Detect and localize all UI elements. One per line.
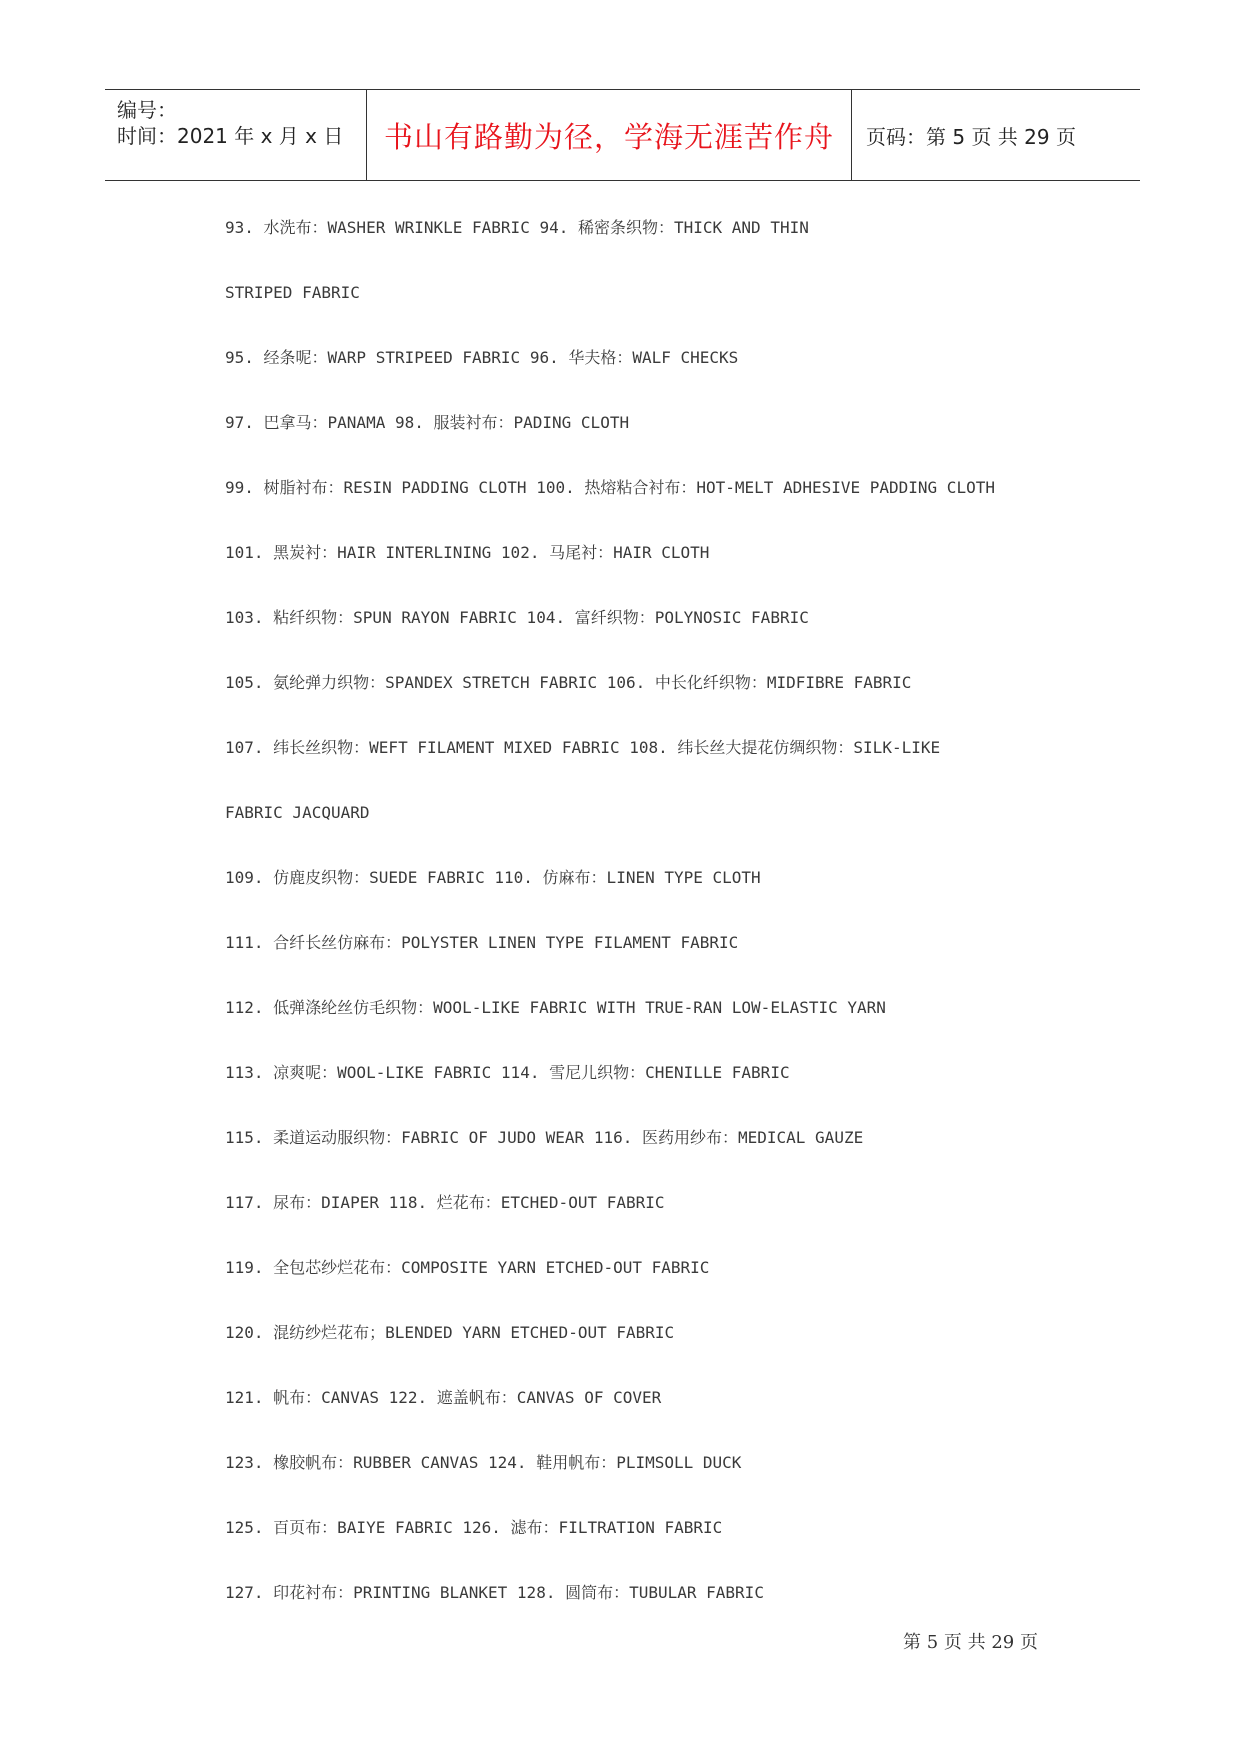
glossary-line: 120. 混纺纱烂花布；BLENDED YARN ETCHED-OUT FABRIC (225, 1323, 675, 1342)
glossary-line: 113. 凉爽呢：WOOL-LIKE FABRIC 114. 雪尼儿织物：CHENILLE FABRIC (225, 1063, 790, 1082)
page-header (105, 89, 1140, 181)
glossary-line: 97. 巴拿马：PANAMA 98. 服装衬布：PADING CLOTH (225, 413, 630, 432)
glossary-line: 117. 尿布：DIAPER 118. 烂花布：ETCHED-OUT FABRIC (225, 1193, 665, 1212)
glossary-line: 107. 纬长丝织物：WEFT FILAMENT MIXED FABRIC 108. 纬长丝大提花仿绸织物：SILK-LIKE (225, 738, 941, 757)
glossary-line: 103. 粘纤织物：SPUN RAYON FABRIC 104. 富纤织物：POLYNOSIC FABRIC (225, 608, 809, 627)
glossary-line: 101. 黑炭衬：HAIR INTERLINING 102. 马尾衬：HAIR CLOTH (225, 543, 710, 562)
header-motto-cell (367, 90, 852, 180)
document-date: 时间：2021 年 x 月 x 日 (117, 124, 344, 148)
header-motto: 书山有路勤为径，学海无涯苦作舟 (383, 119, 834, 154)
header-meta-cell (105, 90, 367, 180)
glossary-list (225, 205, 1115, 1635)
glossary-line: 95. 经条呢：WARP STRIPEED FABRIC 96. 华夫格：WALF CHECKS (225, 348, 739, 367)
header-page-info: 页码：第 5 页 共 29 页 (866, 124, 1076, 149)
glossary-line: 115. 柔道运动服织物：FABRIC OF JUDO WEAR 116. 医药用纱布：MEDICAL GAUZE (225, 1128, 864, 1147)
glossary-line: 99. 树脂衬布：RESIN PADDING CLOTH 100. 热熔粘合衬布：HOT-MELT ADHESIVE PADDING CLOTH (225, 478, 995, 497)
glossary-line: 105. 氨纶弹力织物：SPANDEX STRETCH FABRIC 106. 中长化纤织物：MIDFIBRE FABRIC (225, 673, 912, 692)
header-page-cell (852, 90, 1140, 180)
glossary-line: 111. 合纤长丝仿麻布：POLYSTER LINEN TYPE FILAMENT FABRIC (225, 933, 739, 952)
glossary-line: 125. 百页布：BAIYE FABRIC 126. 滤布：FILTRATION FABRIC (225, 1518, 723, 1537)
glossary-line: FABRIC JACQUARD (225, 803, 370, 822)
glossary-line: 112. 低弹涤纶丝仿毛织物：WOOL-LIKE FABRIC WITH TRUE-RAN LOW-ELASTIC YARN (225, 998, 886, 1017)
document-number-label: 编号： (117, 98, 177, 122)
glossary-line: 93. 水洗布：WASHER WRINKLE FABRIC 94. 稀密条织物：THICK AND THIN (225, 218, 809, 237)
glossary-line: 121. 帆布：CANVAS 122. 遮盖帆布：CANVAS OF COVER (225, 1388, 662, 1407)
glossary-line: 119. 全包芯纱烂花布：COMPOSITE YARN ETCHED-OUT FABRIC (225, 1258, 710, 1277)
glossary-line: 127. 印花衬布：PRINTING BLANKET 128. 圆筒布：TUBULAR FABRIC (225, 1583, 764, 1602)
glossary-line: 123. 橡胶帆布：RUBBER CANVAS 124. 鞋用帆布：PLIMSOLL DUCK (225, 1453, 742, 1472)
glossary-line: STRIPED FABRIC (225, 283, 360, 302)
page-footer: 第 5 页 共 29 页 (903, 1632, 1038, 1653)
glossary-line: 109. 仿鹿皮织物：SUEDE FABRIC 110. 仿麻布：LINEN TYPE CLOTH (225, 868, 761, 887)
